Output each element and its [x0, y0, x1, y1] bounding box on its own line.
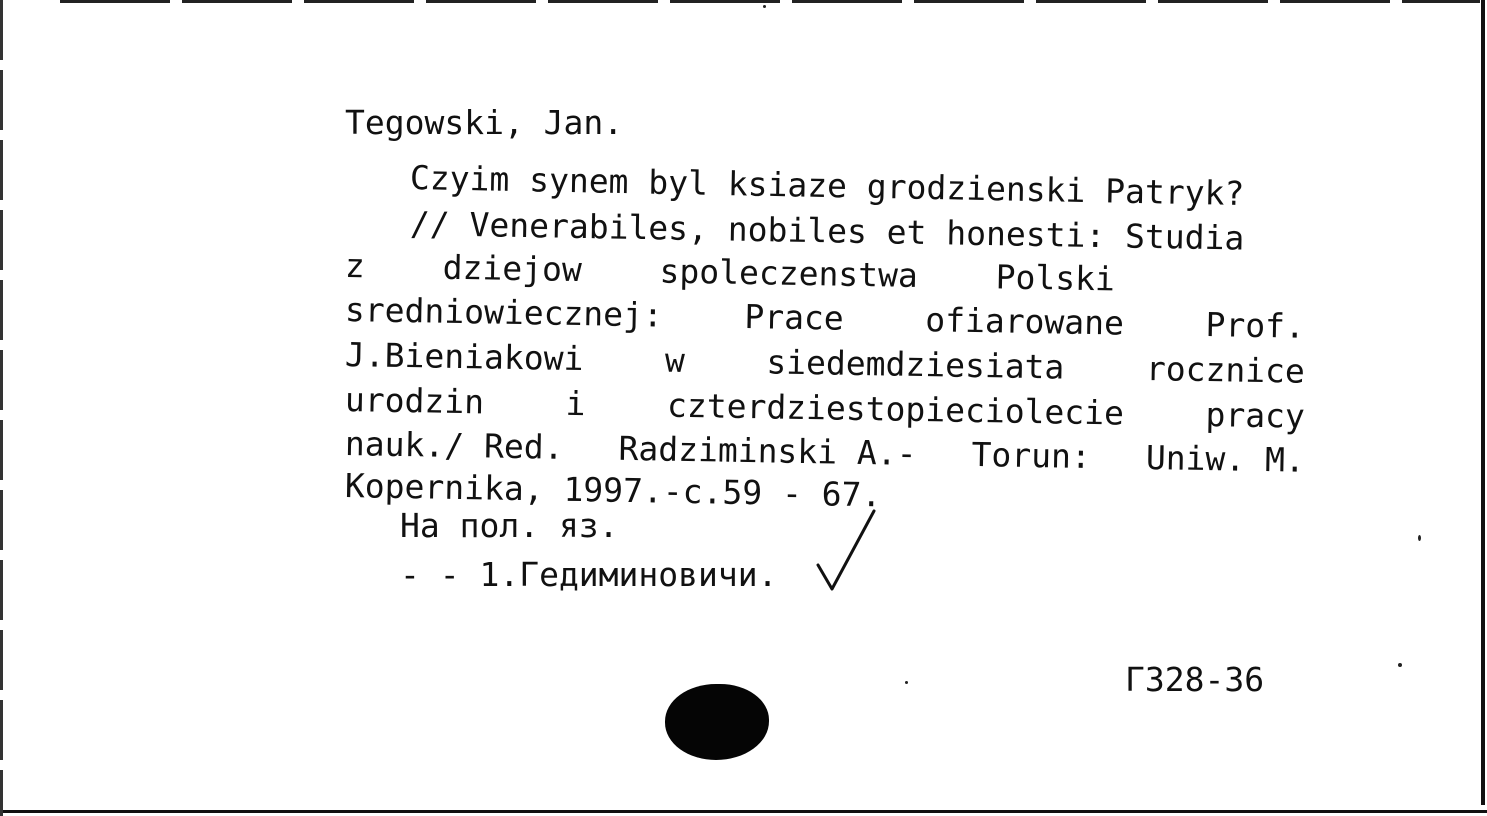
body-line-2-word: z	[344, 246, 366, 286]
card-border-right	[1481, 0, 1485, 805]
body-line-5-word: urodzin	[344, 380, 485, 422]
body-line-7: Kopernika, 1997.-c.59 - 67.	[344, 466, 882, 515]
body-line-3-word: Prof.	[1205, 305, 1306, 346]
scan-speck	[1418, 535, 1421, 541]
scan-speck	[763, 5, 766, 8]
body-line-1-word: // Venerabiles, nobiles et honesti: Studia	[409, 204, 1245, 258]
body-line-6-word: Uniw. M.	[1145, 437, 1306, 480]
title-line: Czyim synem byl ksiaze grodzienski Patryk?	[409, 158, 1245, 214]
body-line-4-word: J.Bieniakowi	[344, 335, 584, 379]
body-line-6-word: Radziminski A.-	[618, 428, 917, 473]
body-line-5-word: pracy	[1205, 395, 1306, 436]
card-border-top	[60, 0, 1480, 3]
body-line-6-word: Torun:	[971, 434, 1092, 477]
body-line-3-word: ofiarowane	[924, 300, 1125, 343]
body-line-4-word: w	[664, 340, 686, 380]
body-line-5-word: czterdziestopieciolecie	[666, 385, 1125, 433]
card-border-left	[0, 0, 3, 816]
body-line-3-word: Prace	[744, 296, 845, 338]
scan-speck	[1398, 663, 1402, 667]
author-line: Tegowski, Jan.	[345, 103, 624, 142]
body-line-6-word: nauk./ Red.	[344, 424, 564, 467]
body-line-3-word: sredniowiecznej:	[344, 290, 664, 335]
card-border-bottom	[0, 810, 1487, 813]
punch-hole	[665, 684, 769, 760]
body-line-2-word: dziejow	[442, 247, 583, 290]
call-number: Г328-36	[1125, 660, 1265, 699]
checkmark-icon	[812, 505, 882, 595]
body-line-5-word: i	[565, 383, 586, 424]
scan-speck	[905, 681, 908, 684]
subject-heading: - - 1.Гедиминовичи.	[400, 555, 778, 594]
body-line-2-word: Polski	[995, 257, 1116, 299]
body-line-4-word: rocznice	[1145, 348, 1306, 391]
body-line-4-word: siedemdziesiata	[766, 342, 1065, 387]
body-line-2-word: spoleczenstwa	[659, 251, 919, 295]
language-note: На пол. яз.	[400, 506, 619, 545]
